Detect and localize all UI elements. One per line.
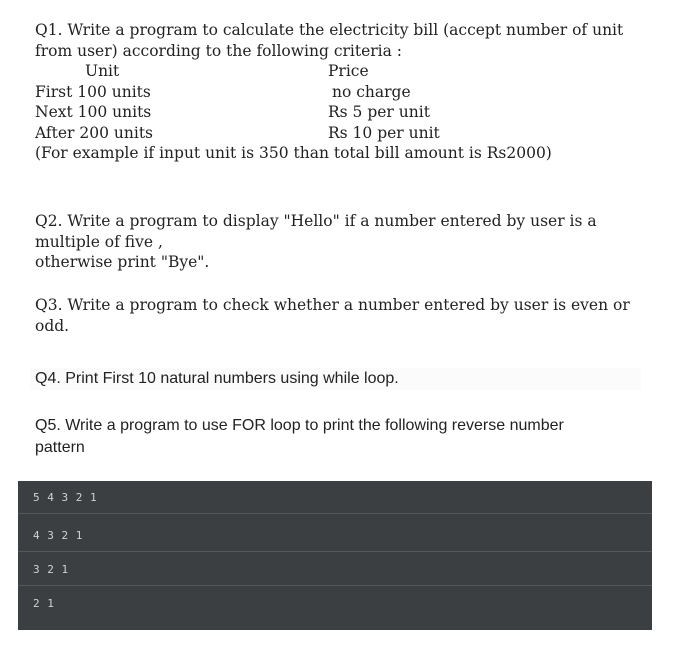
code-line: 4 3 2 1 [18,519,652,552]
q2-line-1: Q2. Write a program to display "Hello" if a number entered by user is a [35,212,597,230]
q3-line-1: Q3. Write a program to check whether a number entered by user is even or [35,296,630,314]
q5-line-2: pattern [35,439,85,456]
price-table-header [35,61,655,82]
question-1 [35,20,655,164]
question-5 [35,415,635,459]
unit-cell: Next 100 units [35,103,152,121]
price-table-row [35,123,655,144]
price-header: Price [328,62,369,80]
price-cell: Rs 10 per unit [328,123,440,142]
q2-line-3: otherwise print "Bye". [35,253,210,271]
price-table-row [35,82,655,103]
code-output-block [18,481,652,630]
price-cell: Rs 5 per unit [328,103,430,121]
q1-line-1: Q1. Write a program to calculate the electricity bill (accept number of unit [35,21,624,39]
question-4 [30,368,641,390]
question-2 [35,211,625,273]
unit-cell: First 100 units [35,82,151,101]
unit-cell: After 200 units [35,123,154,142]
price-cell: no charge [332,82,411,101]
code-line: 3 2 1 [18,553,652,586]
price-table-row [35,102,655,123]
question-3 [35,295,635,336]
q1-example: (For example if input unit is 350 than total bill amount is Rs2000) [35,144,552,162]
code-line: 5 4 3 2 1 [18,481,652,514]
unit-header: Unit [85,62,120,80]
q2-line-2: multiple of five , [35,232,163,251]
q3-line-2: odd. [35,316,70,335]
q1-line-2: from user) according to the following criteria : [35,41,403,60]
q4-text: Q4. Print First 10 natural numbers using while loop. [35,370,399,387]
code-line: 2 1 [33,597,55,610]
q5-line-1: Q5. Write a program to use FOR loop to print the following reverse number [35,417,564,434]
